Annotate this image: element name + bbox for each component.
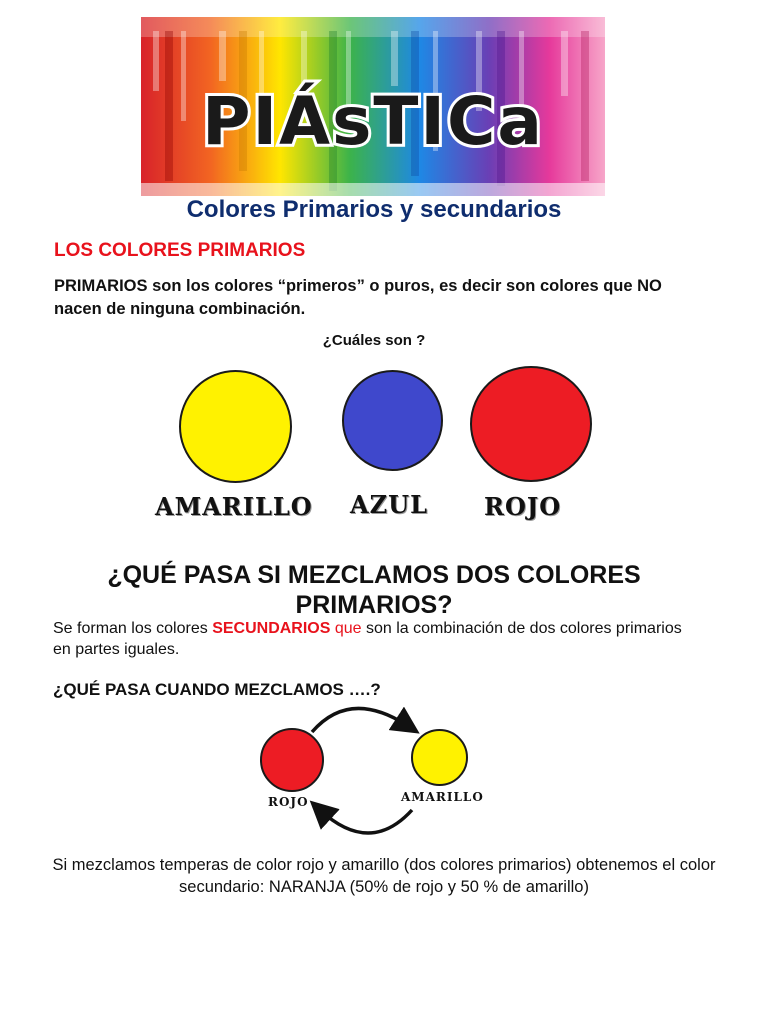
blue-label: AZUL — [350, 490, 428, 519]
mix-question: ¿QUÉ PASA CUANDO MEZCLAMOS ….? — [53, 680, 381, 699]
primary-colors-heading: LOS COLORES PRIMARIOS — [54, 240, 306, 261]
mix-red-circle — [260, 728, 324, 792]
banner-title: PIÁsTICa — [202, 83, 544, 160]
mix-result-text: Si mezclamos temperas de color rojo y amarillo (dos colores primarios) obtenemos el color secundario: NARANJA (50% de rojo y 50 % de amarillo) — [52, 856, 716, 896]
which-are-question: ¿Cuáles son ? — [322, 332, 426, 349]
page-subtitle: Colores Primarios y secundarios — [186, 196, 562, 223]
mix-red-label: ROJO — [268, 795, 309, 809]
mix-yellow-circle — [411, 729, 468, 786]
yellow-label: AMARILLO — [155, 492, 313, 521]
red-label: ROJO — [484, 492, 562, 521]
primary-colors-intro: PRIMARIOS son los colores “primeros” o puros, es decir son colores que NO nacen de ninguna combinación. — [54, 277, 662, 318]
yellow-circle — [179, 370, 292, 483]
red-circle — [470, 366, 592, 482]
blue-circle — [342, 370, 443, 471]
mix-yellow-label: AMARILLO — [401, 790, 484, 804]
secundarios-highlight: SECUNDARIOS — [212, 620, 331, 637]
plastica-banner — [141, 17, 605, 196]
para-que: que — [330, 620, 362, 637]
para-text-start: Se forman los colores — [53, 620, 213, 637]
para-text-end: son la combinación de dos colores primarios en partes iguales. — [53, 620, 682, 658]
secondary-colors-paragraph — [53, 618, 693, 660]
mixing-question: ¿QUÉ PASA SI MEZCLAMOS DOS COLORES PRIMARIOS? — [107, 561, 641, 619]
